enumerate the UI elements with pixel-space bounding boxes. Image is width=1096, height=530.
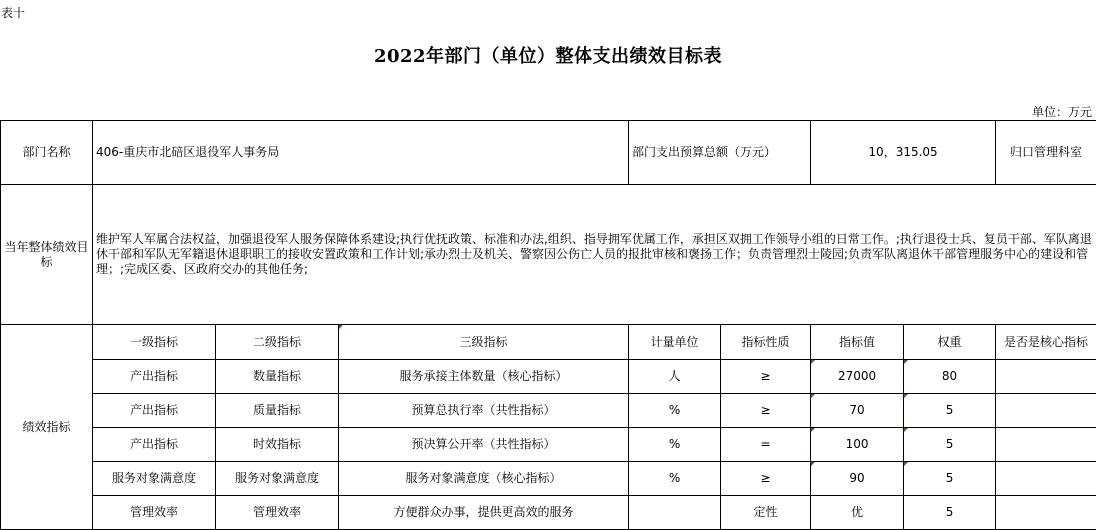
header-value: 指标值 [811,325,904,359]
cell-level2: 服务对象满意度 [216,461,339,495]
table-number-label: 表十 [1,6,26,20]
cell-weight: 5 [904,461,996,495]
dept-info-row [1,121,1096,185]
table-row [1,393,1096,427]
cell-level1: 产出指标 [93,427,216,461]
cell-level3: 服务对象满意度（核心指标） [339,461,629,495]
cell-level1: 管理效率 [93,495,216,529]
cell-unit: % [629,427,721,461]
cell-nature: 定性 [721,495,811,529]
cell-level1: 产出指标 [93,359,216,393]
cell-weight: 5 [904,427,996,461]
cell-unit: % [629,461,721,495]
header-level3: 三级指标 [339,325,629,359]
mgmt-dept-label: 归口管理科室 [996,121,1096,185]
table-row [1,495,1096,529]
cell-unit: 人 [629,359,721,393]
perf-section-label: 绩效指标 [1,325,93,530]
cell-value: 100 [811,427,904,461]
cell-level1: 服务对象满意度 [93,461,216,495]
header-weight: 权重 [904,325,996,359]
page-title: 2022年部门（单位）整体支出绩效目标表 [373,46,723,67]
cell-level3: 预算总执行率（共性指标） [339,393,629,427]
cell-level2: 质量指标 [216,393,339,427]
annual-goal-row [1,185,1096,325]
annual-goal-label: 当年整体绩效目标 [1,185,93,325]
cell-level2: 数量指标 [216,359,339,393]
header-level1: 一级指标 [93,325,216,359]
annual-goal-text: 维护军人军属合法权益，加强退役军人服务保障体系建设;执行优抚政策、标准和办法,组织、指导拥军优属工作，承担区双拥工作领导小组的日常工作。;执行退役士兵、复员干部、军队离退休干部和军队无军籍退休退职职工的接收安置政策和工作计划;承办烈士及机关、警察因公伤亡人员的报批审核和褒扬工作；负责管理烈士陵园;负责军队离退休干部管理服务中心的建设和管理；;完成区委、区政府交办的其他任务; [93,185,1096,325]
cell-level3: 服务承接主体数量（核心指标） [339,359,629,393]
dept-name-label: 部门名称 [1,121,93,185]
table-row [1,461,1096,495]
budget-total-value: 10，315.05 [811,121,996,185]
cell-nature: = [721,427,811,461]
cell-weight: 5 [904,393,996,427]
header-core: 是否是核心指标 [996,325,1096,359]
cell-core [996,495,1096,529]
cell-value: 27000 [811,359,904,393]
cell-nature: ≥ [721,393,811,427]
table-row [1,359,1096,393]
cell-unit [629,495,721,529]
cell-nature: ≥ [721,461,811,495]
cell-level1: 产出指标 [93,393,216,427]
cell-level2: 时效指标 [216,427,339,461]
perf-header-row [1,325,1096,359]
cell-weight: 80 [904,359,996,393]
header-level2: 二级指标 [216,325,339,359]
dept-name-value: 406-重庆市北碚区退役军人事务局 [93,121,629,185]
cell-core [996,359,1096,393]
cell-value: 优 [811,495,904,529]
cell-nature: ≥ [721,359,811,393]
cell-value: 70 [811,393,904,427]
header-nature: 指标性质 [721,325,811,359]
cell-unit: % [629,393,721,427]
cell-weight: 5 [904,495,996,529]
cell-level3: 方便群众办事，提供更高效的服务 [339,495,629,529]
table-row [1,427,1096,461]
budget-total-label: 部门支出预算总额（万元） [629,121,811,185]
cell-level3: 预决算公开率（共性指标） [339,427,629,461]
cell-level2: 管理效率 [216,495,339,529]
header-unit: 计量单位 [629,325,721,359]
cell-core [996,393,1096,427]
cell-core [996,461,1096,495]
performance-target-table [0,120,1096,530]
cell-value: 90 [811,461,904,495]
unit-label: 单位：万元 [1031,105,1092,119]
cell-core [996,427,1096,461]
